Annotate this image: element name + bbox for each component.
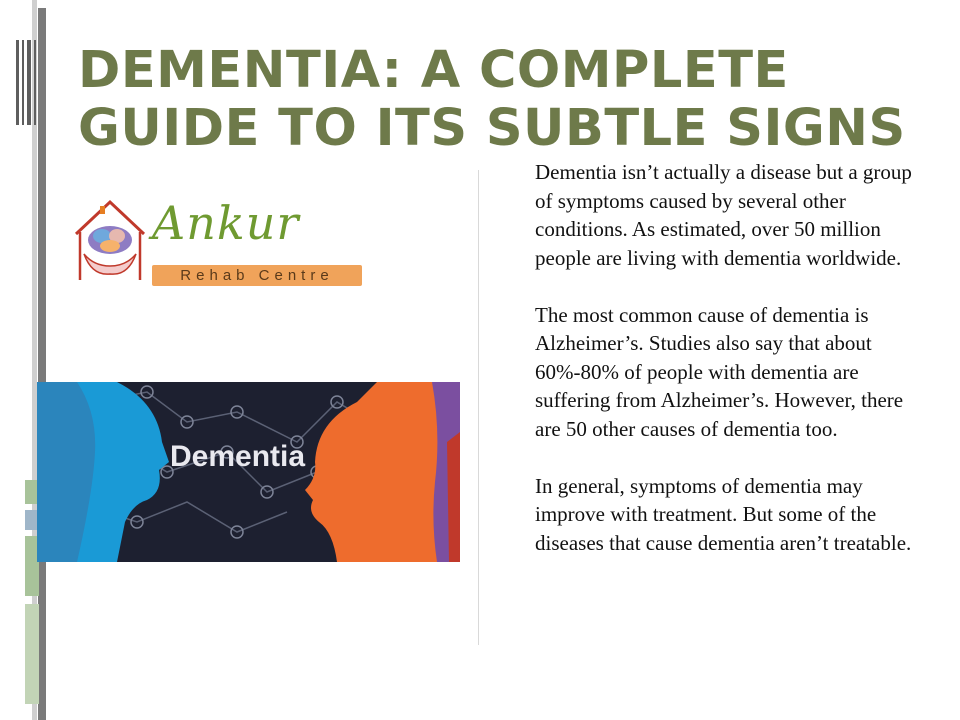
logo-name: Ankur — [152, 196, 300, 250]
paragraph-3: In general, symptoms of dementia may improve with treatment. But some of the diseases that cause dementia aren’t treatable. — [535, 473, 912, 555]
brain-in-hands-house-icon — [70, 196, 150, 286]
edge-stripes — [16, 40, 46, 125]
body-text — [535, 158, 915, 586]
paragraph-1: Dementia isn’t actually a disease but a group of symptoms caused by several other conditions. As estimated, over 50 million people are living with dementia worldwide. — [535, 160, 912, 270]
slide-edge-decoration — [0, 0, 60, 720]
dementia-image-label: Dementia — [170, 440, 306, 473]
logo-subtitle: Rehab Centre — [180, 267, 334, 284]
column-divider — [478, 170, 479, 645]
slide-title: DEMENTIA: A COMPLETE GUIDE TO ITS SUBTLE SIGNS — [78, 41, 906, 158]
paragraph-2: The most common cause of dementia is Alzheimer’s. Studies also say that about 60%-80% of people with dementia are suffering from Alzheimer’s. However, there are 50 other causes of dementia too. — [535, 302, 904, 441]
